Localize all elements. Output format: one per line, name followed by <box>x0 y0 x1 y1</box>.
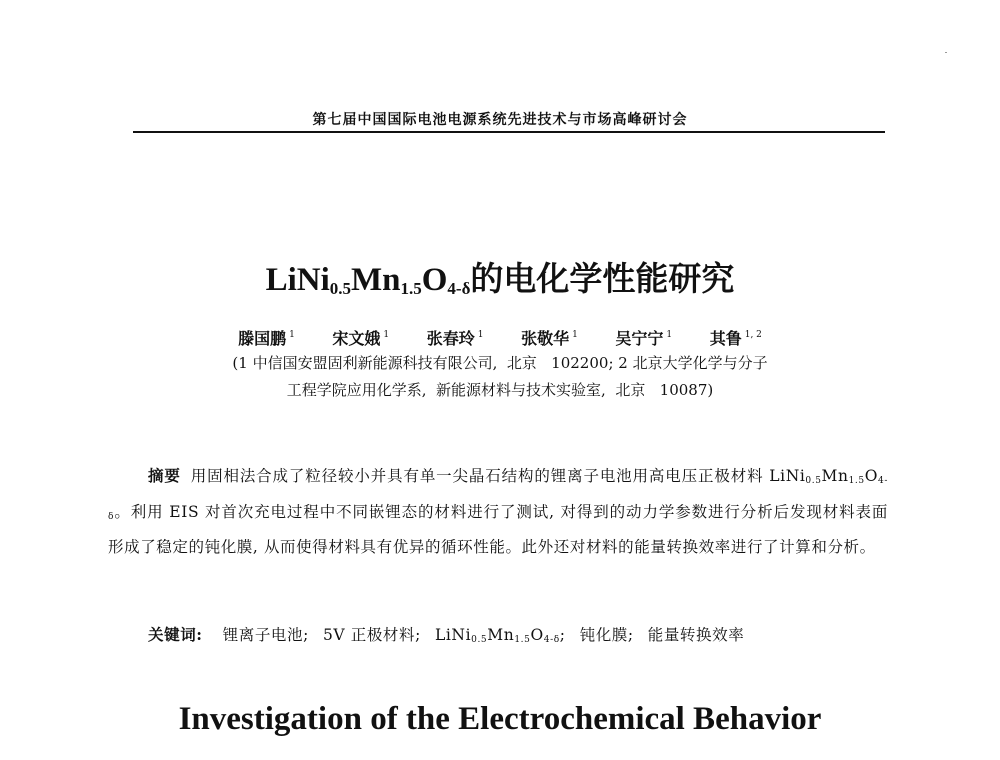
author: 张敬华 $^1$ <box>521 329 578 348</box>
english-title: Investigation of the Electrochemical Behavior <box>178 701 822 737</box>
keywords <box>148 623 744 645</box>
abstract: 摘要 用固相法合成了粒径较小并具有单一尖晶石结构的锂离子电池用高电压正极材料 $LiNi_{0.5}Mn_{1.5}O_{4-\delta}$。利用 EIS 对首次充电过程中不同嵌锂态的材料进行了测试, 对得到的动力学参数进行分析后发现材料表面形成了稳定的钝化膜, 从而使得材料具有优异的循环性能。此外还对材料的能量转换效率进行了计算和分析。 <box>108 466 889 556</box>
abstract-label: 摘要 <box>148 466 181 485</box>
author: 吴宁宁 $^1$ <box>615 329 673 348</box>
abstract-text: 用固相法合成了粒径较小并具有单一尖晶石结构的锂离子电池用高电压正极材料 LiNi <box>190 467 806 485</box>
affil-mark: 1 <box>289 330 295 340</box>
scan-speck <box>945 52 947 53</box>
title-text-3: O <box>421 262 448 298</box>
affil-mark: 1, 2 <box>744 330 762 340</box>
affiliation-line-2: 工程学院应用化学系, 新能源材料与技术实验室, 北京 10087) <box>286 381 714 399</box>
paper-title <box>0 253 1000 300</box>
author-list <box>0 326 1000 349</box>
affil-mark: 1 <box>572 330 578 340</box>
affil-mark: 1 <box>666 330 673 340</box>
keyword: 钝化膜; <box>579 626 634 644</box>
title-text-4: 的电化学性能研究 <box>470 262 735 298</box>
author: 其鲁 $^{1, 2}$ <box>709 329 762 348</box>
title-text-1: LiNi <box>265 262 330 298</box>
affil-mark: 1 <box>383 330 390 340</box>
author: 宋文娥 $^1$ <box>332 329 390 348</box>
title-sub-3: 4-δ <box>447 279 471 298</box>
keyword: 锂离子电池; <box>222 626 309 644</box>
keyword: 能量转换效率 <box>647 626 745 644</box>
title-sub-1: 0.5 <box>329 279 351 298</box>
affil-mark: 1 <box>477 330 484 340</box>
author: 滕国鹏 $^1$ <box>238 329 295 348</box>
keyword-formula: $LiNi_{0.5}Mn_{1.5}O_{4-\delta}$; <box>434 626 566 645</box>
author: 张春玲 $^1$ <box>426 329 484 348</box>
title-text-2: Mn <box>351 262 401 298</box>
affiliation-line-1: (1 中信国安盟固利新能源科技有限公司, 北京 102200; 2 北京大学化学与分子 <box>232 354 768 372</box>
keywords-label: 关键词: <box>148 625 203 644</box>
title-sub-2: 1.5 <box>400 279 422 298</box>
header-rule <box>133 131 885 133</box>
keyword: 5V 正极材料; <box>322 626 421 644</box>
running-head: 第七届中国国际电池电源系统先进技术与市场高峰研讨会 <box>312 112 688 128</box>
